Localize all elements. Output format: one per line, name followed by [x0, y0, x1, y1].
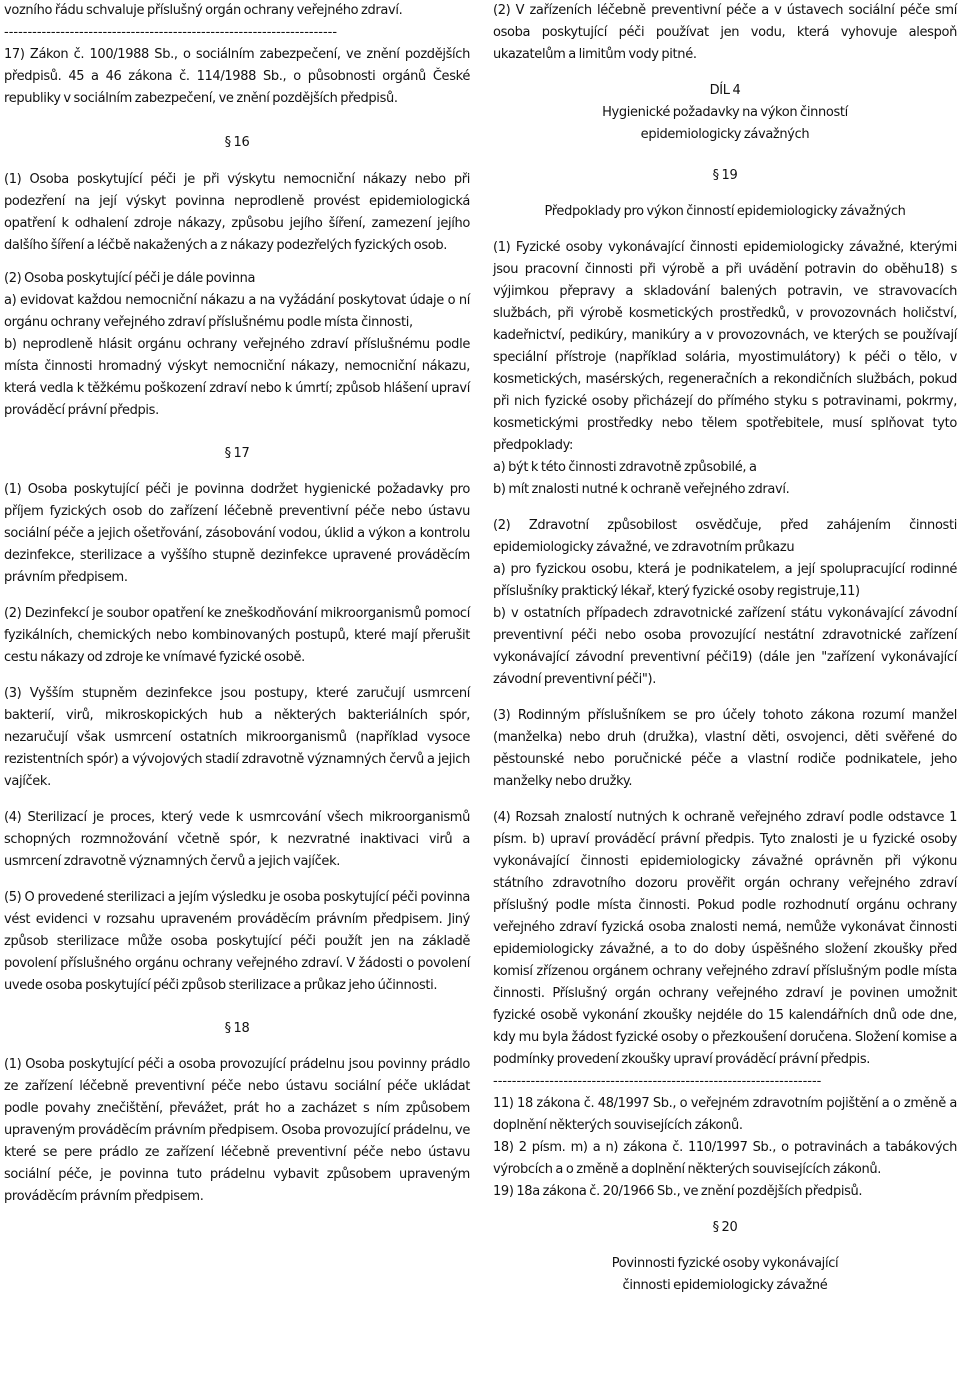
s16-paragraph-2a: a) evidovat každou nemocniční nákazu a na vyžádání poskytovat údaje o ní orgánu ochrany veřejného zdraví příslušnému podle místa činnosti,	[4, 293, 470, 330]
s19-paragraph-2: (2) Zdravotní způsobilost osvědčuje, před zahájením činnosti epidemiologicky závažné, ve zdravotním průkazu	[493, 518, 957, 555]
left-column	[4, 0, 470, 1208]
s19-paragraph-2a: a) pro fyzickou osobu, která je podnikatelem, a její spolupracující rodinné příslušníky praktický lékař, který fyzické osoby registruje,11)	[493, 562, 957, 599]
section-19-heading: Předpoklady pro výkon činností epidemiologicky závažných	[544, 204, 906, 219]
right-column	[493, 0, 957, 1297]
s18-paragraph-2: (2) V zařízeních léčebně preventivní péče a v ústavech sociální péče smí osoba poskytující péči používat jen vodu, která vyhovuje alespoň ukazatelům a limitům vody pitné.	[493, 3, 957, 62]
section-20-heading-line-1: Povinnosti fyzické osoby vykonávající	[611, 1256, 839, 1271]
footnote-separator-right: ----------------------------------------------------------------------	[493, 1074, 822, 1089]
paragraph-top: vozního řádu schvaluje příslušný orgán ochrany veřejného zdraví.	[4, 3, 403, 18]
footnote-11: 11) 18 zákona č. 48/1997 Sb., o veřejném zdravotním pojištění a o změně a doplnění některých souvisejících zákonů.	[493, 1096, 957, 1133]
s16-paragraph-2: (2) Osoba poskytující péči je dále povinna	[4, 271, 256, 286]
s19-paragraph-3: (3) Rodinným příslušníkem se pro účely tohoto zákona rozumí manžel (manželka) nebo druh (družka), vlastní děti, osvojenci, děti svěřené do pěstounské nebo poručnické péče a vlastní rodiče podnikatele, jeho manželky nebo družky.	[493, 708, 957, 789]
section-20-title: § 20	[712, 1220, 738, 1235]
section-20-heading-line-2: činnosti epidemiologicky závažné	[622, 1278, 828, 1293]
section-19-title: § 19	[712, 168, 738, 183]
section-17-title: § 17	[224, 446, 250, 461]
s17-paragraph-2: (2) Dezinfekcí je soubor opatření ke zneškodňování mikroorganismů pomocí fyzikálních, chemických nebo kombinovaných postupů, které mají přerušit cestu nákazy od zdroje ke vnímavé fyzické osobě.	[4, 606, 470, 665]
part-label: DÍL 4	[709, 83, 741, 98]
s17-paragraph-4: (4) Sterilizací je proces, který vede k usmrcování všech mikroorganismů schopných rozmnožování včetně spór, k nezvratné inaktivaci virů a usmrcení zdravotně významných červů a jejich vajíček.	[4, 810, 470, 869]
s18-paragraph-1: (1) Osoba poskytující péči a osoba provozující prádelnu jsou povinny prádlo ze zařízení léčebně preventivní péče nebo ústavu sociální péče ukládat podle povahy znečištění, převážet, prát ho a zacházet s ním způsobem upraveným prováděcím právním předpisem. Osoba provozující prádelnu, ve které se pere prádlo ze zařízení léčebně preventivní péče nebo ústavu sociální péče, je povinna tuto prádelnu vybavit způsobem upraveným prováděcím právním předpisem.	[4, 1057, 470, 1204]
footnote-18: 18) 2 písm. m) a n) zákona č. 110/1997 Sb., o potravinách a tabákových výrobcích a o změně a doplnění některých souvisejících zákonů.	[493, 1140, 957, 1177]
s16-paragraph-2b: b) neprodleně hlásit orgánu ochrany veřejného zdraví příslušnému podle místa činnosti hromadný výskyt nemocniční nákazy, nemocniční nákazu, která vedla k těžkému poškození zdraví nebo k úmrtí; způsob hlášení upraví prováděcí právní předpis.	[4, 337, 470, 418]
s19-paragraph-2b: b) v ostatních případech zdravotnické zařízení státu vykonávající závodní preventivní péči nebo osoba provozující nestátní zdravotnické zařízení vykonávající závodní preventivní péči19) (dále jen "zařízení vykonávající závodní preventivní péči").	[493, 606, 957, 687]
s17-paragraph-5: (5) O provedené sterilizaci a jejím výsledku je osoba poskytující péči povinna vést evidenci v rozsahu upraveném prováděcím právním předpisem. Jiný způsob sterilizace může osoba poskytující péči použít jen na základě povolení příslušného orgánu ochrany veřejného zdraví. V žádosti o povolení uvede osoba poskytující péči způsob sterilizace a průkaz jeho účinnosti.	[4, 890, 470, 993]
footnote-19: 19) 18a zákona č. 20/1966 Sb., ve znění pozdějších předpisů.	[493, 1184, 863, 1199]
s17-paragraph-1: (1) Osoba poskytující péči je povinna dodržet hygienické požadavky pro příjem fyzických osob do zařízení léčebně preventivní péče nebo ústavu sociální péče a jejich ošetřování, zásobování vodou, úklid a výkon a kontrolu dezinfekce, sterilizace a vyššího stupně dezinfekce upravené prováděcím právním předpisem.	[4, 482, 470, 585]
footnote-17: 17) Zákon č. 100/1988 Sb., o sociálním zabezpečení, ve znění pozdějších předpisů. 45 a 46 zákona č. 114/1988 Sb., o působnosti orgánů České republiky v sociálním zabezpečení, ve znění pozdějších předpisů.	[4, 47, 470, 106]
s19-paragraph-1: (1) Fyzické osoby vykonávající činnosti epidemiologicky závažné, kterými jsou pracovní činnosti při výrobě a při uvádění potravin do oběhu18) s výjimkou přepravy a skladování balených potravin, ve stravovacích službách, při výrobě kosmetických prostředků, v provozovnách holičství, kadeřnictví, pedikúry, manikúry a v provozovnách, ve kterých se používají speciální přístroje (například solária, myostimulátory) k péči o tělo, v kosmetických, masérských, regeneračních a rekondičních službách, pokud při nich fyzické osoby přicházejí do přímého styku s potravinami, pokrmy, kosmetickými prostředky nebo tělem spotřebitele, musí splňovat tyto předpoklady:	[493, 240, 957, 453]
part-title-line-2: epidemiologicky závažných	[640, 127, 810, 142]
s19-paragraph-4: (4) Rozsah znalostí nutných k ochraně veřejného zdraví podle odstavce 1 písm. b) upraví prováděcí právní předpis. Tyto znalosti je u fyzické osoby vykonávající činnosti epidemiologicky závažné oprávněn při výkonu státního zdravotního dozoru prověřit orgán ochrany veřejného zdraví příslušný podle místa činnosti. Pokud podle rozhodnutí orgánu ochrany veřejného zdraví fyzická osoba znalosti nemá, nemůže vykonávat činnosti epidemiologicky závažné, a to do doby úspěšného složení zkoušky před komisí zřízenou orgánem ochrany veřejného zdraví příslušným podle místa činnosti. Příslušný orgán ochrany veřejného zdraví je povinen umožnit fyzické osobě vykonání zkoušky nejdéle do 15 kalendářních dnů ode dne, kdy mu byla žádost fyzické osoby o přezkoušení doručena. Složení komise a podmínky provedení zkoušky upraví prováděcí právní předpis.	[493, 810, 957, 1067]
part-title-line-1: Hygienické požadavky na výkon činností	[602, 105, 848, 120]
s19-paragraph-1a: a) být k této činnosti zdravotně způsobilé, a	[493, 460, 757, 475]
s16-paragraph-1: (1) Osoba poskytující péči je při výskytu nemocniční nákazy nebo při podezření na její výskyt povinna neprodleně provést epidemiologická opatření k odhalení zdroje nákazy, způsobu jejího šíření, zamezení jejího dalšího šíření a léčbě nakažených a z nákazy podezřelých fyzických osob.	[4, 172, 470, 253]
s19-paragraph-1b: b) mít znalosti nutné k ochraně veřejného zdraví.	[493, 482, 790, 497]
section-16-title: § 16	[224, 135, 250, 150]
s17-paragraph-3: (3) Vyšším stupněm dezinfekce jsou postupy, které zaručují usmrcení bakterií, virů, mikroskopických hub a některých bakteriálních spór, nezaručují však usmrcení ostatních mikroorganismů (například vysoce rezistentních spór) a vývojových stadií zdravotně významných červů a jejich vajíček.	[4, 686, 470, 789]
section-18-title: § 18	[224, 1021, 250, 1036]
footnote-separator: -----------------------------------------------------------------------	[4, 25, 338, 40]
